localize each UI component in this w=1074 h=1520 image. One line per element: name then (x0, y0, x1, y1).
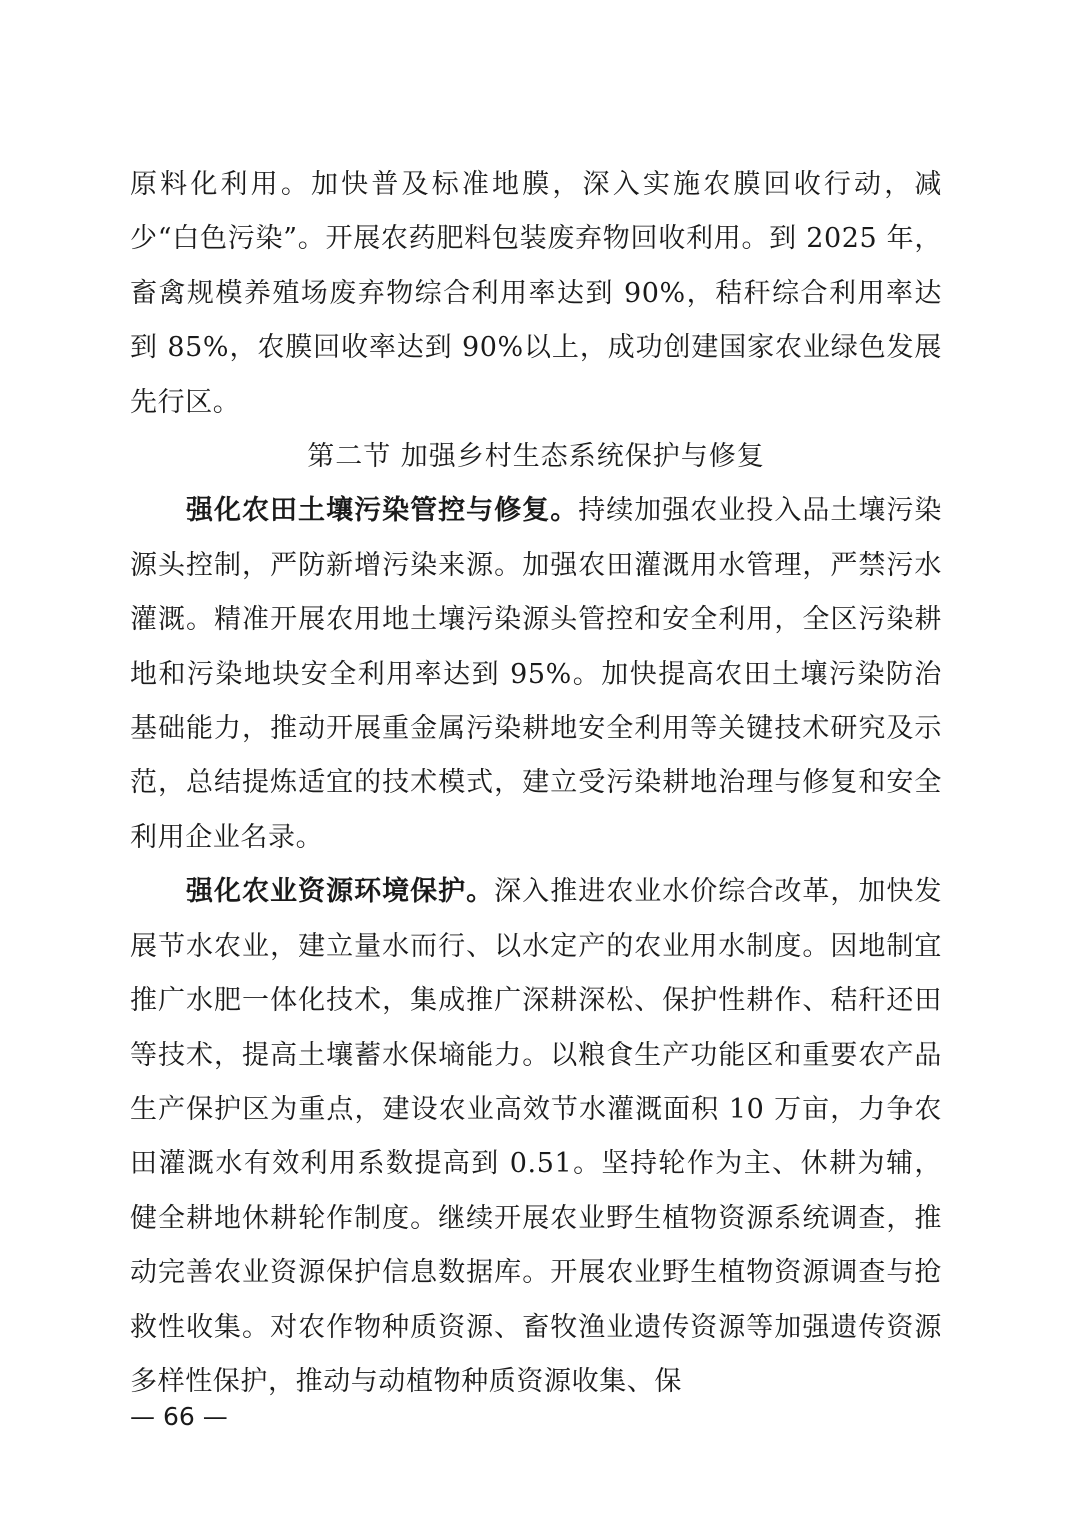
paragraph-resource-protection (130, 865, 942, 1409)
paragraph-lead-heading: 强化农田土壤污染管控与修复。 (186, 495, 579, 527)
page-number: — 66 — (130, 1402, 228, 1431)
paragraph-lead-heading: 强化农业资源环境保护。 (186, 876, 495, 908)
document-page (130, 158, 942, 1409)
paragraph-continued: 原料化利用。加快普及标准地膜，深入实施农膜回收行动，减少“白色污染”。开展农药肥料包装废弃物回收利用。到 2025 年，畜禽规模养殖场废弃物综合利用率达到 90%，秸秆综合利用率达到 85%，农膜回收率达到 90%以上，成功创建国家农业绿色发展先行区。 (130, 169, 942, 418)
paragraph-body: 持续加强农业投入品土壤污染源头控制，严防新增污染来源。加强农田灌溉用水管理，严禁污水灌溉。精准开展农用地土壤污染源头管控和安全利用，全区污染耕地和污染地块安全利用率达到 95%。加快提高农田土壤污染防治基础能力，推动开展重金属污染耕地安全利用等关键技术研究及示范，总结提炼适宜的技术模式，建立受污染耕地治理与修复和安全利用企业名录。 (130, 495, 942, 853)
section-title: 第二节 加强乡村生态系统保护与修复 (307, 441, 765, 473)
paragraph-body: 深入推进农业水价综合改革，加快发展节水农业，建立量水而行、以水定产的农业用水制度。因地制宜推广水肥一体化技术，集成推广深耕深松、保护性耕作、秸秆还田等技术，提高土壤蓄水保墒能力。以粮食生产功能区和重要农产品生产保护区为重点，建设农业高效节水灌溉面积 10 万亩，力争农田灌溉水有效利用系数提高到 0.51。坚持轮作为主、休耕为辅，健全耕地休耕轮作制度。继续开展农业野生植物资源系统调查，推动完善农业资源保护信息数据库。开展农业野生植物资源调查与抢救性收集。对农作物种质资源、畜牧渔业遗传资源等加强遗传资源多样性保护，推动与动植物种质资源收集、保 (130, 876, 942, 1397)
paragraph-soil-pollution (130, 484, 942, 865)
